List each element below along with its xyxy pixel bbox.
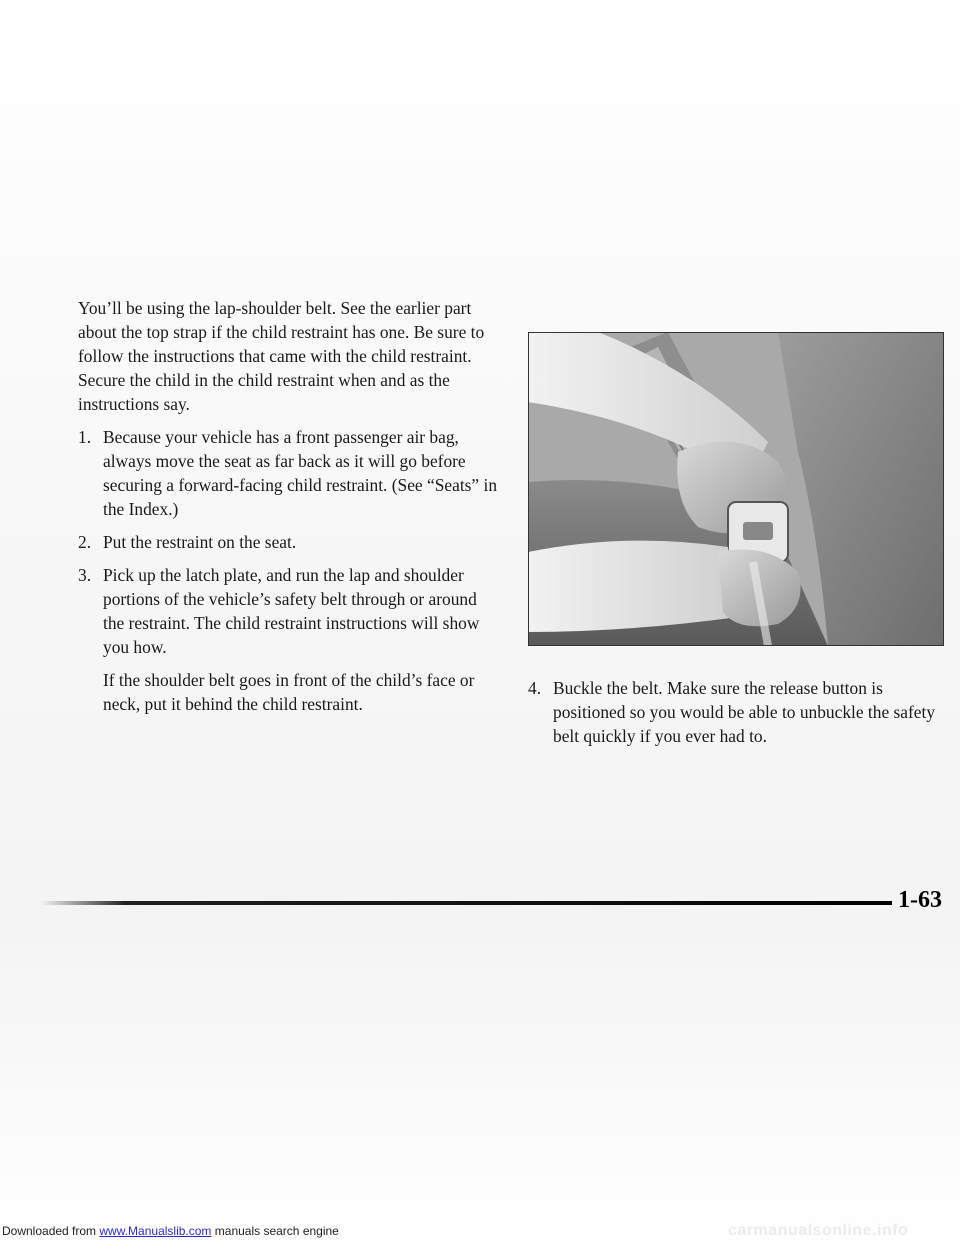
- step-number: 1.: [78, 427, 92, 447]
- step-4: [528, 676, 938, 748]
- buckling-belt-illustration: [528, 332, 944, 646]
- intro-paragraph: You’ll be using the lap-shoulder belt. See the earlier part about the top strap if the child restraint has one. Be sure to follow the instructions that came with the child restraint. Secure the child in the child restraint when and as the instructions say.: [78, 298, 485, 414]
- step-number: 2.: [78, 532, 92, 552]
- step-text: Put the restraint on the seat.: [103, 532, 297, 552]
- page-number: 1-63: [898, 887, 942, 913]
- step-1: [78, 425, 498, 521]
- step-number: 4.: [528, 678, 542, 698]
- step-text: Because your vehicle has a front passenger air bag, always move the seat as far back as it will go before securing a forward-facing child restraint. (See “Seats” in the Index.): [103, 427, 498, 519]
- download-suffix: manuals search engine: [211, 1224, 339, 1238]
- download-credit: [2, 1224, 339, 1238]
- right-column: [528, 676, 938, 757]
- step-number: 3.: [78, 565, 92, 585]
- download-prefix: Downloaded from: [2, 1224, 100, 1238]
- footer-rule: [40, 901, 892, 905]
- buckling-belt-photo: [528, 332, 944, 646]
- shoulder-belt-note: If the shoulder belt goes in front of the child’s face or neck, put it behind the child restraint.: [103, 670, 475, 714]
- step-text: Buckle the belt. Make sure the release button is positioned so you would be able to unbuckle the safety belt quickly if you ever had to.: [553, 678, 936, 746]
- watermark: carmanualsonline.info: [728, 1222, 909, 1239]
- left-column: [78, 296, 498, 716]
- step-2: [78, 530, 498, 554]
- step-3: [78, 563, 498, 659]
- step-text: Pick up the latch plate, and run the lap and shoulder portions of the vehicle’s safety belt through or around the restraint. The child restraint instructions will show you how.: [103, 565, 480, 657]
- manualslib-link[interactable]: www.Manualslib.com: [99, 1224, 212, 1238]
